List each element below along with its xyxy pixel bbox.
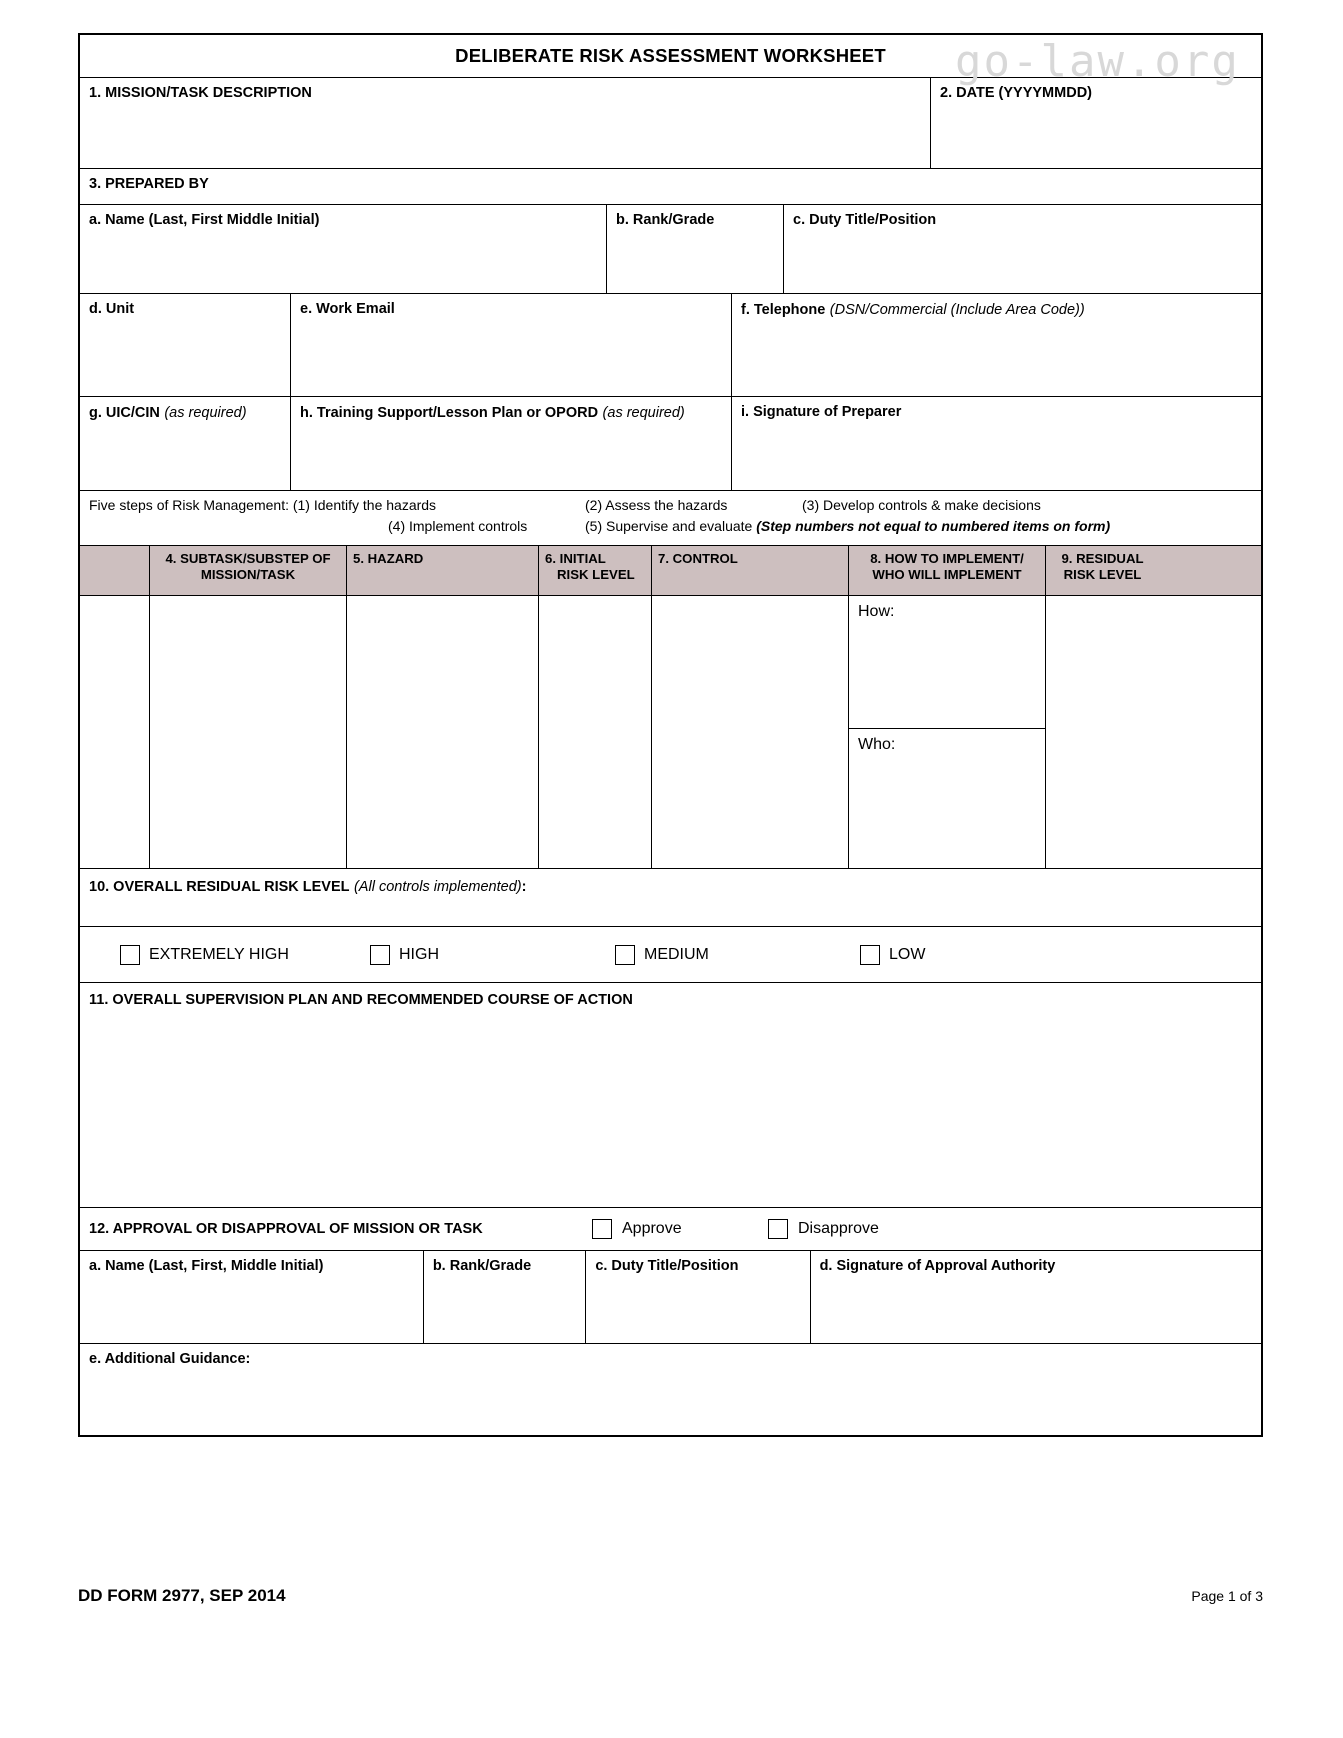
preparer-signature-field[interactable]	[732, 397, 1261, 490]
preparer-rank-field[interactable]	[607, 205, 784, 293]
preparer-unit-label: d. Unit	[89, 301, 135, 317]
table-cell-initial-risk[interactable]	[539, 596, 652, 868]
five-steps-step5-note: (Step numbers not equal to numbered items on form)	[756, 518, 1111, 534]
overall-residual-risk-label-row	[80, 868, 1261, 927]
preparer-duty-title-label: c. Duty Title/Position	[793, 212, 937, 228]
form-footer	[78, 1586, 1263, 1606]
risk-option-high-label: HIGH	[399, 945, 439, 963]
table-header-how-who-line2: WHO WILL IMPLEMENT	[872, 566, 1022, 582]
who-label: Who:	[858, 736, 896, 753]
checkbox-icon[interactable]	[615, 945, 635, 965]
preparer-uic-cin-label: g. UIC/CIN	[89, 405, 160, 421]
table-header-hazard-line1: 5. HAZARD	[353, 551, 424, 566]
approval-name-field[interactable]	[80, 1251, 424, 1343]
preparer-identity-row	[80, 204, 1261, 293]
approval-rank-label: b. Rank/Grade	[432, 1258, 532, 1274]
table-header-subtask-line2: MISSION/TASK	[200, 566, 296, 582]
checkbox-icon[interactable]	[768, 1219, 788, 1239]
table-header-residual-risk	[1046, 546, 1159, 595]
table-header-how-who-line1: 8. HOW TO IMPLEMENT/	[870, 551, 1024, 566]
table-header-initial-risk-line2: RISK LEVEL	[557, 566, 635, 582]
preparer-unit-field[interactable]	[80, 294, 291, 396]
additional-guidance-field[interactable]	[80, 1343, 1261, 1435]
supervision-plan-label: 11. OVERALL SUPERVISION PLAN AND RECOMMENDED COURSE OF ACTION	[89, 992, 633, 1008]
table-header-hazard	[347, 546, 539, 595]
checkbox-icon[interactable]	[860, 945, 880, 965]
preparer-work-email-label: e. Work Email	[300, 301, 395, 317]
table-cell-control[interactable]	[652, 596, 849, 868]
preparer-contact-row	[80, 293, 1261, 396]
table-header-initial-risk-line1: 6. INITIAL	[545, 551, 606, 566]
training-support-label: h. Training Support/Lesson Plan or OPORD	[300, 405, 599, 421]
overall-residual-risk-label: 10. OVERALL RESIDUAL RISK LEVEL	[89, 879, 350, 895]
risk-option-low[interactable]	[860, 945, 925, 965]
prepared-by-label: 3. PREPARED BY	[89, 176, 209, 192]
approve-option[interactable]	[592, 1219, 682, 1239]
form-id: DD FORM 2977, SEP 2014	[78, 1586, 286, 1605]
table-cell-hazard[interactable]	[347, 596, 539, 868]
risk-option-medium-label: MEDIUM	[644, 945, 709, 963]
table-header-control	[652, 546, 849, 595]
table-header-subtask	[150, 546, 347, 595]
mission-task-description-field[interactable]	[80, 78, 931, 168]
risk-table-row	[80, 596, 1261, 868]
checkbox-icon[interactable]	[370, 945, 390, 965]
preparer-name-field[interactable]	[80, 205, 607, 293]
supervision-plan-header	[80, 983, 1261, 1022]
training-support-field[interactable]	[291, 397, 732, 490]
preparer-uic-cin-field[interactable]	[80, 397, 291, 490]
table-cell-index[interactable]	[80, 596, 150, 868]
table-cell-who[interactable]	[849, 729, 1045, 868]
section-mission-date	[80, 78, 1261, 168]
overall-residual-risk-note: (All controls implemented)	[353, 879, 522, 895]
preparer-telephone-field[interactable]	[732, 294, 1261, 396]
disapprove-label: Disapprove	[798, 1220, 879, 1237]
disapprove-option[interactable]	[768, 1219, 879, 1239]
preparer-name-label: a. Name (Last, First Middle Initial)	[89, 212, 320, 228]
training-support-label-note: (as required)	[602, 405, 685, 421]
table-header-residual-risk-line1: 9. RESIDUAL	[1061, 551, 1144, 566]
preparer-telephone-label: f. Telephone	[741, 302, 826, 318]
supervision-plan-field[interactable]	[80, 1022, 1261, 1208]
prepared-by-header-row	[80, 168, 1261, 204]
how-label: How:	[858, 603, 895, 620]
five-steps-note	[80, 490, 1261, 546]
table-header-initial-risk	[539, 546, 652, 595]
five-steps-step2: (2) Assess the hazards	[585, 497, 728, 513]
table-cell-subtask[interactable]	[150, 596, 347, 868]
overall-residual-risk-colon: :	[521, 879, 527, 895]
approval-label: 12. APPROVAL OR DISAPPROVAL OF MISSION OR TASK	[89, 1221, 483, 1237]
preparer-work-email-field[interactable]	[291, 294, 732, 396]
approval-row	[80, 1208, 1261, 1251]
table-cell-how[interactable]	[849, 596, 1045, 729]
checkbox-icon[interactable]	[592, 1219, 612, 1239]
approval-rank-field[interactable]	[424, 1251, 586, 1343]
table-cell-how-who	[849, 596, 1046, 868]
preparer-misc-row	[80, 396, 1261, 490]
five-steps-step5-group	[585, 518, 1110, 534]
five-steps-intro: Five steps of Risk Management: (1) Identify the hazards	[89, 497, 437, 513]
approval-signature-field[interactable]	[811, 1251, 1261, 1343]
table-cell-residual-risk[interactable]	[1046, 596, 1159, 868]
table-header-index	[80, 546, 150, 595]
training-support-label-group	[300, 404, 722, 422]
approve-label: Approve	[622, 1220, 682, 1237]
table-header-subtask-line1: 4. SUBTASK/SUBSTEP OF	[165, 551, 331, 566]
mission-task-description-label: 1. MISSION/TASK DESCRIPTION	[89, 85, 312, 101]
preparer-telephone-label-note: (DSN/Commercial (Include Area Code))	[829, 302, 1085, 318]
table-header-control-line1: 7. CONTROL	[658, 551, 738, 566]
five-steps-step4: (4) Implement controls	[388, 518, 528, 534]
approval-name-label: a. Name (Last, First, Middle Initial)	[89, 1258, 324, 1274]
preparer-uic-cin-label-group	[89, 404, 281, 422]
page-number: Page 1 of 3	[1191, 1588, 1263, 1604]
risk-option-medium[interactable]	[615, 945, 709, 965]
preparer-rank-label: b. Rank/Grade	[616, 212, 715, 228]
table-header-residual-risk-line2: RISK LEVEL	[1063, 566, 1142, 582]
approval-duty-title-label: c. Duty Title/Position	[595, 1258, 739, 1274]
risk-option-low-label: LOW	[889, 945, 926, 963]
form-title: DELIBERATE RISK ASSESSMENT WORKSHEET	[455, 45, 886, 66]
form-title-bar	[80, 35, 1261, 78]
preparer-duty-title-field[interactable]	[784, 205, 1261, 293]
approval-duty-title-field[interactable]	[586, 1251, 810, 1343]
risk-option-high[interactable]	[370, 945, 439, 965]
checkbox-icon[interactable]	[120, 945, 140, 965]
date-field[interactable]	[931, 78, 1261, 168]
dd-form-2977	[78, 33, 1263, 1437]
prepared-by-header	[80, 169, 1261, 204]
five-steps-step5: (5) Supervise and evaluate	[585, 518, 753, 534]
approval-signature-label: d. Signature of Approval Authority	[819, 1258, 1056, 1274]
five-steps-step3: (3) Develop controls & make decisions	[802, 497, 1041, 513]
risk-option-extremely-high-label: EXTREMELY HIGH	[149, 945, 289, 963]
preparer-telephone-label-group	[741, 301, 1252, 319]
preparer-uic-cin-label-note: (as required)	[164, 405, 247, 421]
table-header-how-who	[849, 546, 1046, 595]
risk-option-extremely-high[interactable]	[120, 945, 289, 965]
watermark-text: go-law.org	[955, 36, 1240, 87]
date-label: 2. DATE (YYYYMMDD)	[940, 85, 1092, 101]
risk-table-header	[80, 546, 1261, 596]
overall-residual-risk-options	[80, 927, 1261, 983]
approval-authority-row	[80, 1251, 1261, 1343]
additional-guidance-label: e. Additional Guidance:	[89, 1351, 251, 1367]
preparer-signature-label: i. Signature of Preparer	[741, 404, 902, 420]
